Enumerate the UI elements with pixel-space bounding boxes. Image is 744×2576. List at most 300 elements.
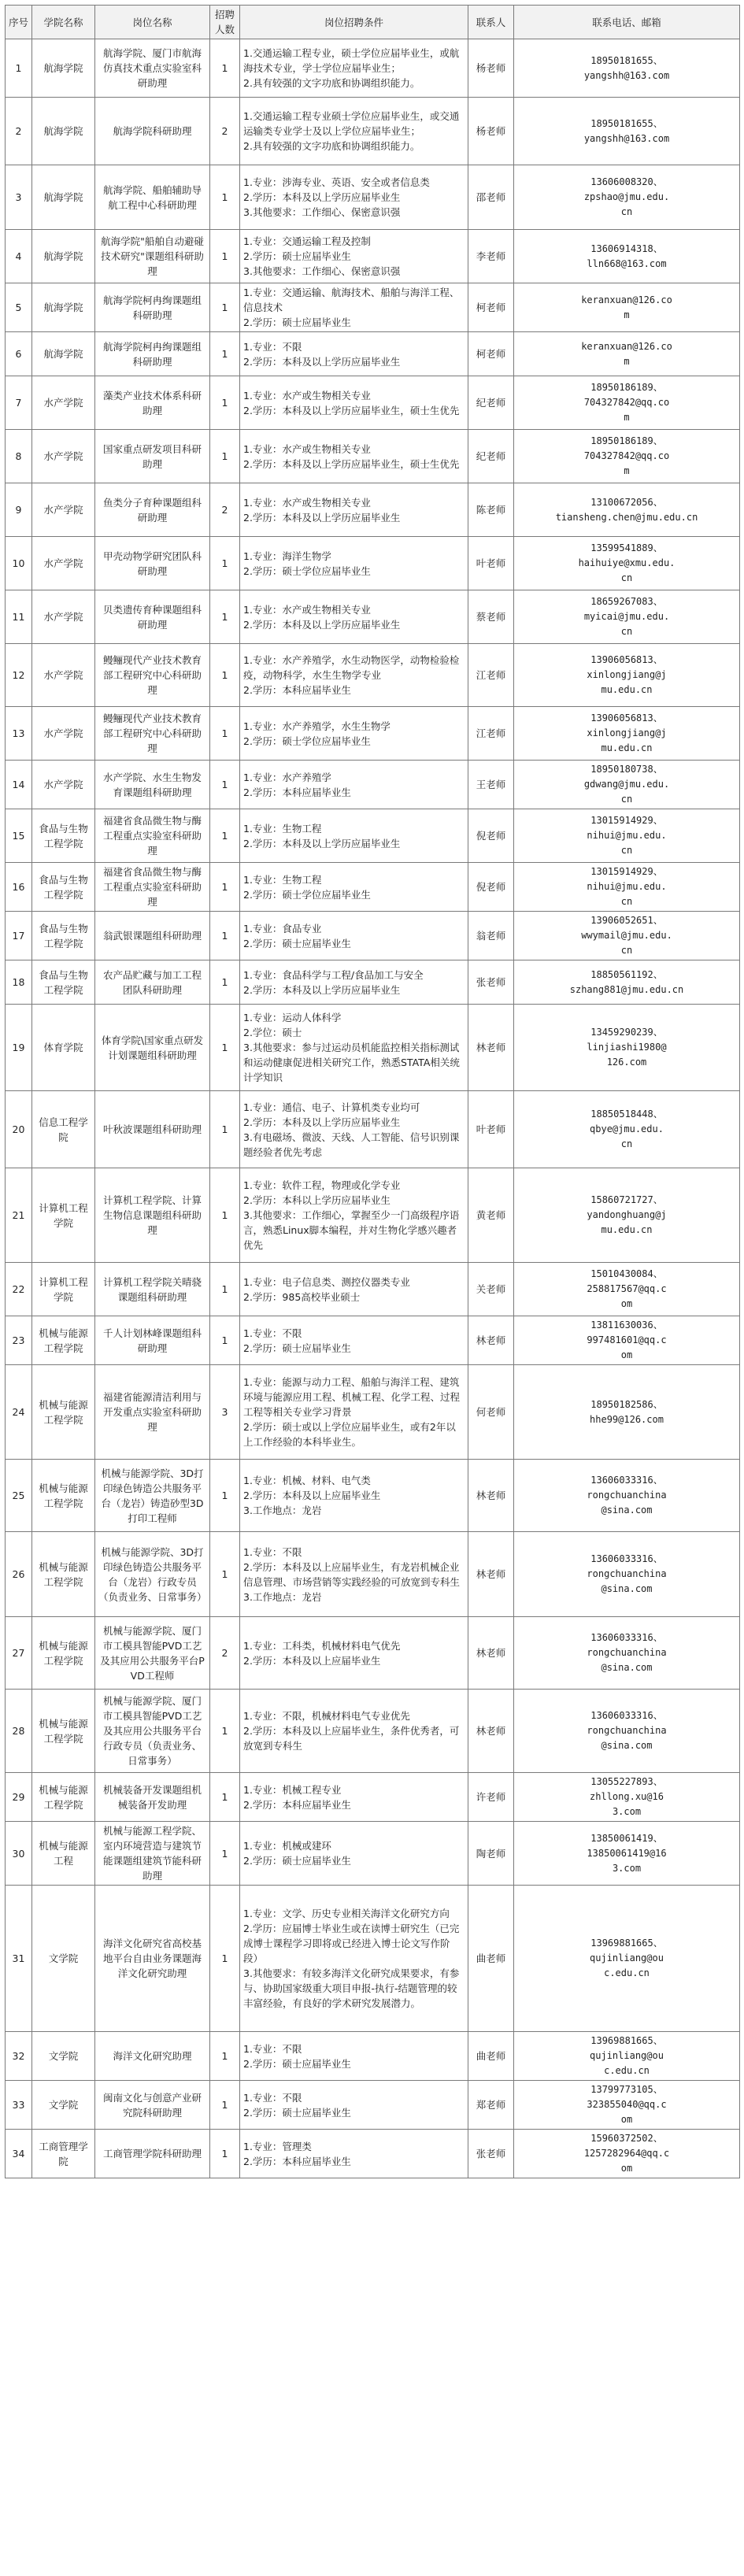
cell-requirements xyxy=(240,537,468,590)
cell-count: 1 xyxy=(210,332,240,376)
requirement-line: 1.专业：机械或建环 xyxy=(243,1840,331,1852)
contact-line: cn xyxy=(620,845,633,856)
contact-line: nihui@jmu.edu. xyxy=(587,830,667,841)
cell-count: 1 xyxy=(210,537,240,590)
cell-position: 机械与能源工程学院、室内环境营造与建筑节能课题组建筑节能科研助理 xyxy=(95,1822,210,1886)
contact-line: hhe99@126.com xyxy=(590,1413,664,1425)
table-row xyxy=(6,1532,740,1617)
cell-position: 计算机工程学院、计算生物信息课题组科研助理 xyxy=(95,1168,210,1263)
requirement-line: 3.其他要求：工作细心、保密意识强 xyxy=(243,206,401,218)
contact-line: 13799773105、 xyxy=(590,2084,663,2095)
cell-requirements xyxy=(240,1690,468,1773)
cell-contact-person: 何老师 xyxy=(468,1365,514,1460)
cell-no: 18 xyxy=(6,960,32,1005)
cell-college: 机械与能源工程学院 xyxy=(32,1460,95,1532)
cell-contact-info xyxy=(514,483,740,537)
cell-count: 1 xyxy=(210,912,240,960)
cell-no: 20 xyxy=(6,1091,32,1168)
requirement-line: 1.专业：软件工程，物理或化学专业 xyxy=(243,1179,401,1191)
contact-line: rongchuanchina xyxy=(587,1725,667,1736)
cell-no: 6 xyxy=(6,332,32,376)
cell-contact-info xyxy=(514,332,740,376)
cell-requirements xyxy=(240,430,468,483)
contact-line: 13606008320、 xyxy=(590,176,663,187)
contact-line: 13606033316、 xyxy=(590,1710,663,1721)
requirement-line: 3.工作地点：龙岩 xyxy=(243,1590,322,1603)
cell-no: 32 xyxy=(6,2032,32,2081)
requirement-line: 2.学历：985高校毕业硕士 xyxy=(243,1290,361,1303)
cell-position: 海洋文化研究助理 xyxy=(95,2032,210,2081)
requirement-line: 1.专业：不限 xyxy=(243,1545,302,1558)
cell-contact-info xyxy=(514,590,740,644)
requirement-line: 2.学历：本科及以上学历应届毕业生，硕士生优先 xyxy=(243,457,460,470)
contact-line: @sina.com xyxy=(601,1583,653,1594)
cell-contact-person: 纪老师 xyxy=(468,376,514,430)
cell-count: 3 xyxy=(210,1365,240,1460)
cell-no: 26 xyxy=(6,1532,32,1617)
table-row xyxy=(6,483,740,537)
contact-line: 15010430084、 xyxy=(590,1268,663,1279)
cell-position: 叶秋波课题组科研助理 xyxy=(95,1091,210,1168)
contact-line: yandonghuang@j xyxy=(587,1209,667,1220)
cell-contact-person: 江老师 xyxy=(468,644,514,707)
table-row xyxy=(6,2081,740,2130)
cell-contact-info xyxy=(514,1460,740,1532)
contact-line: c.edu.cn xyxy=(604,1967,650,1978)
cell-contact-person: 王老师 xyxy=(468,761,514,809)
requirement-line: 1.专业：管理类 xyxy=(243,2140,312,2152)
cell-requirements xyxy=(240,1773,468,1822)
cell-count: 1 xyxy=(210,590,240,644)
requirement-line: 2.学历：硕士应届毕业生 xyxy=(243,2057,351,2070)
requirement-line: 1.专业：涉海专业、英语、安全或者信息类 xyxy=(243,176,430,188)
cell-requirements xyxy=(240,1316,468,1365)
cell-contact-info xyxy=(514,1263,740,1316)
contact-line: 126.com xyxy=(606,1057,647,1068)
cell-contact-person: 邵老师 xyxy=(468,165,514,230)
contact-line: m xyxy=(624,465,630,476)
requirement-line: 2.学历：硕士应届毕业生 xyxy=(243,1342,351,1354)
cell-college: 机械与能源工程学院 xyxy=(32,1365,95,1460)
cell-count: 1 xyxy=(210,430,240,483)
cell-college: 航海学院 xyxy=(32,98,95,165)
table-row xyxy=(6,1617,740,1690)
cell-requirements xyxy=(240,332,468,376)
cell-contact-person: 倪老师 xyxy=(468,863,514,912)
cell-college: 文学院 xyxy=(32,2081,95,2130)
cell-position: 翁武银课题组科研助理 xyxy=(95,912,210,960)
contact-line: szhang881@jmu.edu.cn xyxy=(569,983,684,995)
requirement-line: 2.学历：硕士应届毕业生 xyxy=(243,937,351,949)
contact-line: yangshh@163.com xyxy=(583,132,670,144)
cell-contact-info xyxy=(514,1822,740,1886)
cell-contact-info xyxy=(514,1886,740,2032)
table-row xyxy=(6,1168,740,1263)
cell-contact-person: 叶老师 xyxy=(468,1091,514,1168)
cell-no: 19 xyxy=(6,1005,32,1091)
contact-line: cn xyxy=(620,1138,633,1149)
table-row xyxy=(6,590,740,644)
table-row xyxy=(6,430,740,483)
cell-contact-person: 张老师 xyxy=(468,960,514,1005)
cell-college: 水产学院 xyxy=(32,376,95,430)
cell-position: 航海学院"船舶自动避碰技术研究"课题组科研助理 xyxy=(95,230,210,283)
requirement-line: 1.专业：通信、电子、计算机类专业均可 xyxy=(243,1101,420,1113)
header-row xyxy=(6,6,740,39)
requirement-line: 1.专业：机械工程专业 xyxy=(243,1783,342,1796)
table-row xyxy=(6,809,740,863)
cell-contact-person: 林老师 xyxy=(468,1005,514,1091)
cell-college: 体育学院 xyxy=(32,1005,95,1091)
cell-position: 鳗鲡现代产业技术教育部工程研究中心科研助理 xyxy=(95,707,210,761)
contact-line: cn xyxy=(620,206,633,217)
cell-contact-info xyxy=(514,809,740,863)
cell-contact-info xyxy=(514,863,740,912)
table-row xyxy=(6,1091,740,1168)
contact-line: 13906056813、 xyxy=(590,712,663,724)
cell-requirements xyxy=(240,1091,468,1168)
contact-line: rongchuanchina xyxy=(587,1490,667,1501)
contact-line: om xyxy=(620,1349,633,1360)
header-contact-info: 联系电话、邮箱 xyxy=(514,6,740,39)
cell-no: 31 xyxy=(6,1886,32,2032)
contact-line: 1257282964@qq.c xyxy=(583,2148,670,2159)
requirement-line: 2.学历：本科及以上学历应届毕业生，硕士生优先 xyxy=(243,404,460,416)
cell-requirements xyxy=(240,1460,468,1532)
cell-requirements xyxy=(240,1168,468,1263)
cell-no: 12 xyxy=(6,644,32,707)
cell-position: 鱼类分子育种课题组科研助理 xyxy=(95,483,210,537)
cell-requirements xyxy=(240,1263,468,1316)
cell-contact-info xyxy=(514,2032,740,2081)
contact-line: keranxuan@126.co xyxy=(581,340,672,352)
contact-line: zhllong.xu@16 xyxy=(590,1791,664,1802)
cell-requirements xyxy=(240,1005,468,1091)
requirement-line: 2.学历：本科及以上应届毕业生 xyxy=(243,1490,381,1501)
cell-college: 机械与能源工程学院 xyxy=(32,1532,95,1617)
contact-line: lln668@163.com xyxy=(587,257,667,269)
cell-no: 10 xyxy=(6,537,32,590)
cell-college: 信息工程学院 xyxy=(32,1091,95,1168)
contact-line: m xyxy=(624,355,630,367)
cell-count: 1 xyxy=(210,644,240,707)
cell-position: 甲壳动物学研究团队科研助理 xyxy=(95,537,210,590)
cell-contact-info xyxy=(514,39,740,98)
requirement-line: 1.专业：海洋生物学 xyxy=(243,550,331,562)
cell-requirements xyxy=(240,912,468,960)
requirement-line: 2.学历：硕士或以上学位应届毕业生，或有2年以上工作经验的本科毕业生。 xyxy=(243,1421,456,1448)
requirement-line: 2.学历：本科应届毕业生 xyxy=(243,2155,351,2167)
cell-no: 23 xyxy=(6,1316,32,1365)
requirement-line: 1.专业：工科类，机械材料电气优先 xyxy=(243,1639,401,1652)
requirement-line: 2.学历：硕士学位应届毕业生 xyxy=(243,888,371,901)
cell-requirements xyxy=(240,863,468,912)
cell-count: 1 xyxy=(210,39,240,98)
cell-requirements xyxy=(240,376,468,430)
cell-contact-info xyxy=(514,1617,740,1690)
cell-contact-person: 林老师 xyxy=(468,1460,514,1532)
header-contact-person: 联系人 xyxy=(468,6,514,39)
cell-count: 1 xyxy=(210,1091,240,1168)
table-row xyxy=(6,1365,740,1460)
requirement-line: 2.学历：本科及以上应届毕业生，有龙岩机械企业信息管理、市场营销等实践经验的可放宽到专科生 xyxy=(243,1560,461,1588)
cell-contact-person: 叶老师 xyxy=(468,537,514,590)
contact-line: rongchuanchina xyxy=(587,1568,667,1579)
cell-no: 4 xyxy=(6,230,32,283)
cell-requirements xyxy=(240,809,468,863)
cell-count: 1 xyxy=(210,863,240,912)
cell-contact-person: 黄老师 xyxy=(468,1168,514,1263)
table-row xyxy=(6,1822,740,1886)
cell-contact-person: 关老师 xyxy=(468,1263,514,1316)
cell-college: 水产学院 xyxy=(32,644,95,707)
cell-college: 食品与生物工程学院 xyxy=(32,863,95,912)
contact-line: cn xyxy=(620,572,633,583)
cell-position: 航海学院科研助理 xyxy=(95,98,210,165)
cell-college: 计算机工程学院 xyxy=(32,1263,95,1316)
cell-contact-person: 倪老师 xyxy=(468,809,514,863)
cell-requirements xyxy=(240,960,468,1005)
requirement-line: 1.专业：水产或生物相关专业 xyxy=(243,496,371,509)
table-row xyxy=(6,376,740,430)
cell-college: 工商管理学院 xyxy=(32,2130,95,2178)
cell-no: 33 xyxy=(6,2081,32,2130)
contact-line: 18950180738、 xyxy=(590,764,663,775)
cell-contact-person: 陶老师 xyxy=(468,1822,514,1886)
requirement-line: 3.其他要求：工作细心，掌握至少一门高级程序语言，熟悉Linux脚本编程，并对生物化学感兴趣者优先 xyxy=(243,1209,460,1251)
contact-line: 13811630036、 xyxy=(590,1319,663,1331)
cell-position: 航海学院、船舶辅助导航工程中心科研助理 xyxy=(95,165,210,230)
requirement-line: 2.学位：硕士 xyxy=(243,1027,302,1038)
requirement-line: 2.学历：本科以上学历应届毕业生 xyxy=(243,1194,391,1206)
cell-position: 航海学院柯冉绚课题组科研助理 xyxy=(95,332,210,376)
cell-count: 1 xyxy=(210,1773,240,1822)
cell-count: 1 xyxy=(210,165,240,230)
contact-line: rongchuanchina xyxy=(587,1647,667,1658)
requirement-line: 1.专业：不限，机械材料电气专业优先 xyxy=(243,1710,410,1722)
cell-count: 1 xyxy=(210,1822,240,1886)
cell-contact-info xyxy=(514,430,740,483)
cell-college: 机械与能源工程学院 xyxy=(32,1773,95,1822)
cell-position: 机械与能源学院、厦门市工模具智能PVD工艺及其应用公共服务平台PVD工程师 xyxy=(95,1617,210,1690)
cell-position: 福建省能源清洁利用与开发重点实验室科研助理 xyxy=(95,1365,210,1460)
cell-contact-person: 陈老师 xyxy=(468,483,514,537)
cell-contact-person: 翁老师 xyxy=(468,912,514,960)
contact-line: 13015914929、 xyxy=(590,866,663,877)
cell-contact-person: 纪老师 xyxy=(468,430,514,483)
cell-position: 水产学院、水生生物发育课题组科研助理 xyxy=(95,761,210,809)
contact-line: gdwang@jmu.edu. xyxy=(583,779,670,790)
requirement-line: 2.学历：硕士学位应届毕业生 xyxy=(243,564,371,577)
cell-contact-person: 林老师 xyxy=(468,1690,514,1773)
cell-requirements xyxy=(240,590,468,644)
cell-position: 福建省食品微生物与酶工程重点实验室科研助理 xyxy=(95,809,210,863)
table-row xyxy=(6,1773,740,1822)
contact-line: 13100672056、 xyxy=(590,496,663,508)
cell-requirements xyxy=(240,644,468,707)
contact-line: 15860721727、 xyxy=(590,1194,663,1205)
cell-no: 34 xyxy=(6,2130,32,2178)
cell-no: 30 xyxy=(6,1822,32,1886)
cell-count: 2 xyxy=(210,98,240,165)
contact-line: cn xyxy=(620,896,633,907)
requirement-line: 2.学历：硕士应届毕业生 xyxy=(243,316,351,328)
cell-count: 1 xyxy=(210,2130,240,2178)
requirement-line: 2.学历：本科及以上学历应届毕业生 xyxy=(243,191,401,203)
cell-requirements xyxy=(240,230,468,283)
cell-contact-info xyxy=(514,98,740,165)
header-count: 招聘人数 xyxy=(210,6,240,39)
cell-college: 机械与能源工程学院 xyxy=(32,1316,95,1365)
cell-college: 水产学院 xyxy=(32,707,95,761)
cell-requirements xyxy=(240,1617,468,1690)
cell-no: 2 xyxy=(6,98,32,165)
table-row xyxy=(6,1690,740,1773)
table-row xyxy=(6,2032,740,2081)
contact-line: wwymail@jmu.edu. xyxy=(581,930,672,941)
cell-no: 24 xyxy=(6,1365,32,1460)
cell-college: 文学院 xyxy=(32,2032,95,2081)
cell-contact-person: 林老师 xyxy=(468,1316,514,1365)
contact-line: 13850061419、 xyxy=(590,1832,663,1844)
cell-position: 鳗鲡现代产业技术教育部工程研究中心科研助理 xyxy=(95,644,210,707)
table-row xyxy=(6,230,740,283)
contact-line: 13015914929、 xyxy=(590,815,663,826)
cell-position: 福建省食品微生物与酶工程重点实验室科研助理 xyxy=(95,863,210,912)
table-row xyxy=(6,960,740,1005)
contact-line: haihuiye@xmu.edu. xyxy=(578,557,676,568)
requirement-line: 1.专业：能源与动力工程、船舶与海洋工程、建筑环境与能源应用工程、机械工程、化学工程、过程工程等相关专业学习背景 xyxy=(243,1376,461,1418)
requirement-line: 2.学历：硕士应届毕业生 xyxy=(243,2106,351,2119)
cell-no: 5 xyxy=(6,283,32,332)
cell-contact-info xyxy=(514,1690,740,1773)
cell-contact-info xyxy=(514,2130,740,2178)
contact-line: om xyxy=(620,1298,633,1309)
cell-contact-person: 曲老师 xyxy=(468,2032,514,2081)
contact-line: 704327842@qq.co xyxy=(583,450,670,461)
requirement-line: 2.学历：本科应届毕业生 xyxy=(243,1798,351,1811)
cell-contact-info xyxy=(514,707,740,761)
cell-college: 水产学院 xyxy=(32,483,95,537)
cell-no: 11 xyxy=(6,590,32,644)
cell-no: 28 xyxy=(6,1690,32,1773)
table-row xyxy=(6,165,740,230)
cell-requirements xyxy=(240,1532,468,1617)
cell-position: 航海学院柯冉绚课题组科研助理 xyxy=(95,283,210,332)
table-row xyxy=(6,537,740,590)
cell-contact-info xyxy=(514,761,740,809)
cell-count: 1 xyxy=(210,230,240,283)
contact-line: cn xyxy=(620,794,633,805)
requirement-line: 1.专业：文学、历史专业相关海洋文化研究方向 xyxy=(243,1908,450,1919)
requirement-line: 2.学历：本科应届毕业生 xyxy=(243,786,351,798)
cell-requirements xyxy=(240,483,468,537)
contact-line: keranxuan@126.co xyxy=(581,294,672,305)
contact-line: m xyxy=(624,309,630,320)
requirement-line: 2.学历：本科及以上学历应届毕业生 xyxy=(243,1116,401,1128)
contact-line: cn xyxy=(620,626,633,637)
cell-position: 工商管理学院科研助理 xyxy=(95,2130,210,2178)
table-body xyxy=(6,39,740,2178)
cell-no: 21 xyxy=(6,1168,32,1263)
cell-college: 航海学院 xyxy=(32,283,95,332)
cell-contact-person: 蔡老师 xyxy=(468,590,514,644)
cell-college: 水产学院 xyxy=(32,537,95,590)
contact-line: nihui@jmu.edu. xyxy=(587,881,667,892)
cell-college: 水产学院 xyxy=(32,430,95,483)
contact-line: 13969881665、 xyxy=(590,2035,663,2046)
requirement-line: 1.专业：不限 xyxy=(243,2042,302,2055)
contact-line: qujinliang@ou xyxy=(590,2050,664,2061)
cell-count: 1 xyxy=(210,2081,240,2130)
cell-position: 千人计划林峰课题组科研助理 xyxy=(95,1316,210,1365)
table-row xyxy=(6,39,740,98)
cell-requirements xyxy=(240,1886,468,2032)
requirement-line: 1.专业：交通运输工程及控制 xyxy=(243,235,371,247)
cell-requirements xyxy=(240,2081,468,2130)
cell-position: 国家重点研发项目科研助理 xyxy=(95,430,210,483)
cell-count: 2 xyxy=(210,1617,240,1690)
cell-no: 14 xyxy=(6,761,32,809)
cell-count: 1 xyxy=(210,283,240,332)
contact-line: @sina.com xyxy=(601,1662,653,1673)
cell-contact-person: 李老师 xyxy=(468,230,514,283)
cell-college: 机械与能源工程学院 xyxy=(32,1690,95,1773)
requirement-line: 1.专业：食品科学与工程/食品加工与安全 xyxy=(243,968,424,981)
table-row xyxy=(6,1263,740,1316)
cell-count: 1 xyxy=(210,1005,240,1091)
cell-contact-person: 许老师 xyxy=(468,1773,514,1822)
cell-no: 17 xyxy=(6,912,32,960)
header-no: 序号 xyxy=(6,6,32,39)
cell-college: 水产学院 xyxy=(32,761,95,809)
cell-contact-info xyxy=(514,537,740,590)
cell-count: 1 xyxy=(210,376,240,430)
cell-contact-info xyxy=(514,230,740,283)
contact-line: cn xyxy=(620,945,633,956)
contact-line: yangshh@163.com xyxy=(583,69,670,81)
contact-line: om xyxy=(620,2163,633,2174)
requirement-line: 2.学历：本科应届毕业生 xyxy=(243,684,351,696)
cell-contact-info xyxy=(514,960,740,1005)
cell-count: 1 xyxy=(210,1532,240,1617)
contact-line: 13459290239、 xyxy=(590,1027,663,1038)
cell-position: 机械与能源学院、3D打印绿色铸造公共服务平台（龙岩）铸造砂型3D打印工程师 xyxy=(95,1460,210,1532)
cell-no: 1 xyxy=(6,39,32,98)
cell-requirements xyxy=(240,2130,468,2178)
contact-line: 18950182586、 xyxy=(590,1398,663,1410)
cell-college: 航海学院 xyxy=(32,332,95,376)
cell-count: 1 xyxy=(210,1168,240,1263)
contact-line: 18950181655、 xyxy=(590,54,663,66)
contact-line: tiansheng.chen@jmu.edu.cn xyxy=(555,511,698,523)
cell-position: 农产品贮藏与加工工程团队科研助理 xyxy=(95,960,210,1005)
cell-college: 航海学院 xyxy=(32,39,95,98)
cell-contact-info xyxy=(514,1773,740,1822)
contact-line: zpshao@jmu.edu. xyxy=(583,191,670,202)
cell-count: 2 xyxy=(210,483,240,537)
requirement-line: 1.交通运输工程专业硕士学位应届毕业生，或交通运输类专业学士及以上学位应届毕业生； xyxy=(243,110,460,137)
requirement-line: 3.其他要求：参与过运动员机能监控相关指标测试和运动健康促进相关研究工作，熟悉STATA相关统计学知识 xyxy=(243,1042,460,1083)
requirement-line: 2.学历：硕士学位应届毕业生 xyxy=(243,735,371,747)
cell-no: 15 xyxy=(6,809,32,863)
requirement-line: 3.有电磁场、微波、天线、人工智能、信号识别课题经验者优先考虑 xyxy=(243,1131,460,1158)
contact-line: linjiashi1980@ xyxy=(587,1042,667,1053)
cell-position: 贝类遗传育种课题组科研助理 xyxy=(95,590,210,644)
contact-line: qujinliang@ou xyxy=(590,1952,664,1963)
requirement-line: 2.具有较强的文字功底和协调组织能力。 xyxy=(243,140,420,152)
cell-no: 13 xyxy=(6,707,32,761)
